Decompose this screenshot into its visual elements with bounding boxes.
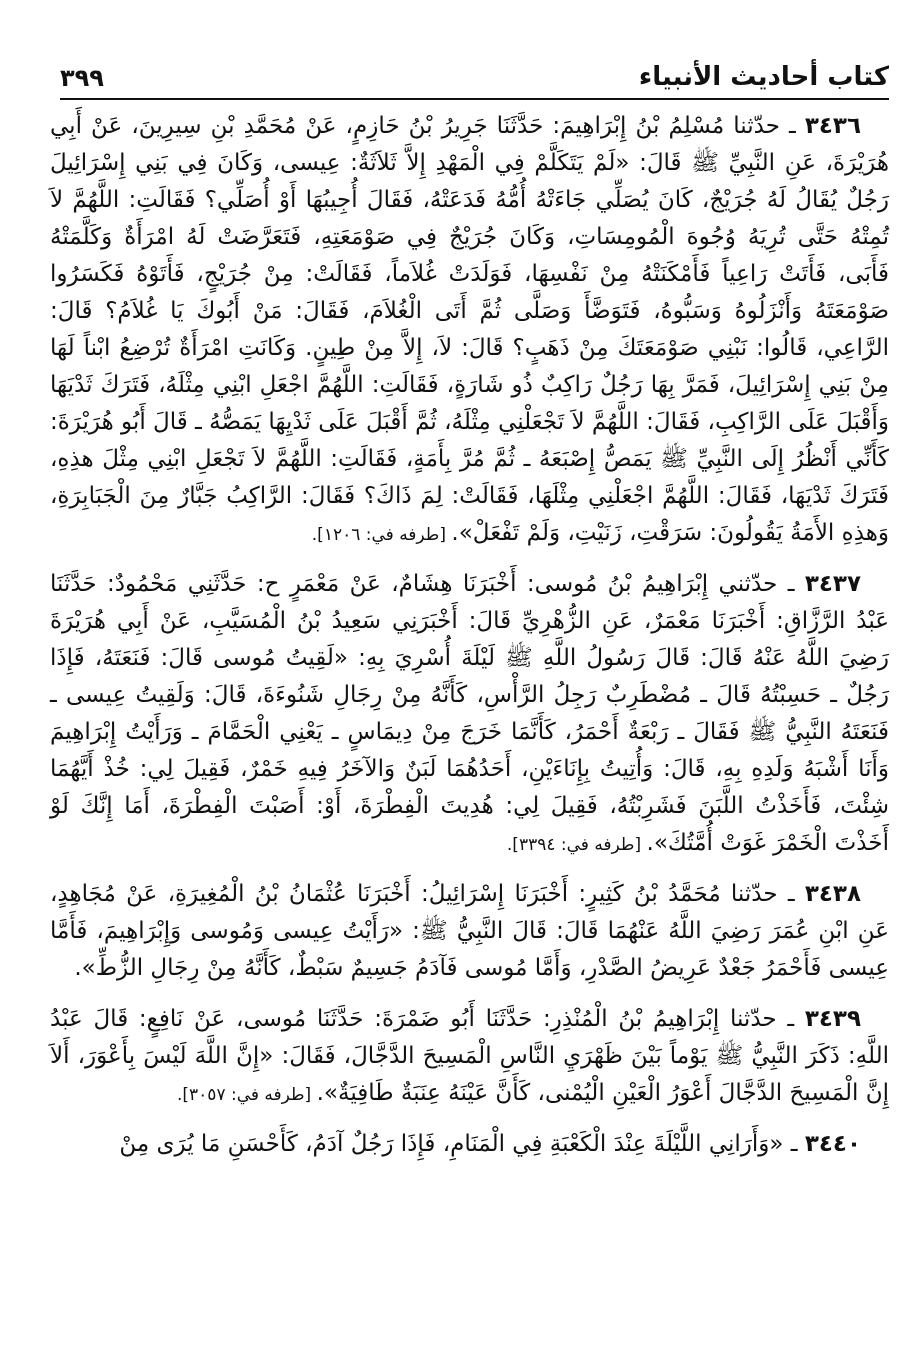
hadith-3436 [50, 108, 889, 554]
hadith-number: ٣٤٣٨ [804, 881, 861, 907]
cross-reference: [طرفه في: ٣٣٩٤]. [506, 835, 647, 855]
hadith-text: حدّثنا إِبْرَاهِيمُ بْنُ الْمُنْذِرِ: حَدَّثَنَا أَبُو ضَمْرَةَ: حَدَّثَنَا مُوسى، عَنْ نَافِعٍ: قَالَ عَبْدُ اللَّهِ: ذَكَرَ النَّبِيُّ ﷺ يَوْماً بَيْنَ ظَهْرَيِ النَّاسِ الْمَسِيحَ الدَّجَّالَ، فَقَالَ: «إِنَّ اللَّهَ لَيْسَ بِأَعْوَرَ، أَلاَ إِنَّ الْمَسِيحَ الدَّجَّالَ أَعْوَرُ الْعَيْنِ الْيُمْنى، كَأَنَّ عَيْنَهُ عِنَبَةٌ طَافِيَةٌ». [50, 1006, 889, 1106]
separator [50, 554, 889, 566]
separator [50, 1114, 889, 1126]
hadith-text: حدّثنا مُسْلِمُ بْنُ إِبْرَاهِيمَ: حَدَّثَنَا جَرِيرُ بْنُ حَازِمٍ، عَنْ مُحَمَّدِ بْنِ سِيرِينَ، عَنْ أَبِي هُرَيْرَةَ، عَنِ النَّبِيِّ ﷺ قَالَ: «لَمْ يَتَكَلَّمْ فِي الْمَهْدِ إِلاَّ ثَلاَثَةٌ: عِيسى، وَكَانَ فِي بَنِي إِسْرَائِيلَ رَجُلٌ يُقَالُ لَهُ جُرَيْجٌ، كَانَ يُصَلِّي جَاءَتْهُ أُمُّهُ فَدَعَتْهُ، فَقَالَ أُجِيبُهَا أَوْ أُصَلِّي؟ فَقَالَتِ: اللَّهُمَّ لاَ تُمِتْهُ حَتَّى تُرِيَهُ وُجُوهَ الْمُومِسَاتِ، وَكَانَ جُرَيْجٌ فِي صَوْمَعَتِهِ، فَتَعَرَّضَتْ لَهُ امْرَأَةٌ وَكَلَّمَتْهُ فَأَبَى، فَأَتَتْ رَاعِياً فَأَمْكَنَتْهُ مِنْ نَفْسِهَا، فَوَلَدَتْ غُلاَماً، فَقَالَتْ: مِنْ جُرَيْجٍ، فَأَتَوْهُ فَكَسَرُوا صَوْمَعَتَهُ وَأَنْزَلُوهُ وَسَبُّوهُ، فَتَوَضَّأَ وَصَلَّى ثُمَّ أَتَى الْغُلاَمَ، فَقَالَ: مَنْ أَبُوكَ يَا غُلاَمُ؟ قَالَ: الرَّاعِي، قَالُوا: نَبْنِي صَوْمَعَتَكَ مِنْ ذَهَبٍ؟ قَالَ: لاَ، إِلاَّ مِنْ طِينٍ. وَكَانَتِ امْرَأَةٌ تُرْضِعُ ابْناً لَهَا مِنْ بَنِي إِسْرَائِيلَ، فَمَرَّ بِهَا رَجُلٌ رَاكِبٌ ذُو شَارَةٍ، فَقَالَتِ: اللَّهُمَّ اجْعَلِ ابْنِي مِثْلَهُ، فَتَرَكَ ثَدْيَهَا وَأَقْبَلَ عَلَى الرَّاكِبِ، فَقَالَ: اللَّهُمَّ لاَ تَجْعَلْنِي مِثْلَهُ، ثُمَّ أَقْبَلَ عَلَى ثَدْيِهَا يَمَصُّهُ ـ قَالَ أَبُو هُرَيْرَةَ: كَأَنِّي أَنْظُرُ إِلَى النَّبِيِّ ﷺ يَمَصُّ إِصْبَعَهُ ـ ثُمَّ مُرَّ بِأَمَةٍ، فَقَالَتِ: اللَّهُمَّ لاَ تَجْعَلِ ابْنِي مِثْلَ هذِهِ، فَتَرَكَ ثَدْيَهَا، فَقَالَ: اللَّهُمَّ اجْعَلْنِي مِثْلَهَا، فَقَالَتْ: لِمَ ذَاكَ؟ فَقَالَ: الرَّاكِبُ جَبَّارٌ مِنَ الْجَبَابِرَةِ، وَهذِهِ الأَمَةُ يَقُولُونَ: سَرَقْتِ، زَنَيْتِ، وَلَمْ تَفْعَلْ». [50, 113, 889, 546]
hadith-dash: ـ [776, 1006, 805, 1032]
hadith-number: ٣٤٤٠ [804, 1131, 861, 1157]
hadith-3439 [50, 1001, 889, 1114]
hadith-dash: ـ [777, 571, 805, 597]
hadith-dash: ـ [779, 113, 805, 139]
hadith-text: حدّثني إِبْرَاهِيمُ بْنُ مُوسى: أَخْبَرَنَا هِشَامٌ، عَنْ مَعْمَرٍ ح: حَدَّثَنِي مَحْمُودٌ: حَدَّثَنَا عَبْدُ الرَّزَّاقِ: أَخْبَرَنَا مَعْمَرٌ، عَنِ الزُّهْرِيِّ قَالَ: أَخْبَرَنِي سَعِيدُ بْنُ الْمُسَيَّبِ، عَنْ أَبِي هُرَيْرَةَ رَضِيَ اللَّهُ عَنْهُ قَالَ: قَالَ رَسُولُ اللَّهِ ﷺ لَيْلَةَ أُسْرِيَ بِهِ: «لَقِيتُ مُوسى قَالَ: فَنَعَتَهُ، فَإِذَا رَجُلٌ ـ حَسِبْتُهُ قَالَ ـ مُضْطَرِبٌ رَجِلُ الرَّأْسِ، كَأَنَّهُ مِنْ رِجَالِ شَنُوءَةَ، قَالَ: وَلَقِيتُ عِيسى ـ فَنَعَتَهُ النَّبِيُّ ﷺ فَقَالَ ـ رَبْعَةٌ أَحْمَرُ، كَأَنَّمَا خَرَجَ مِنْ دِيمَاسٍ ـ يَعْنِي الْحَمَّامَ ـ وَرَأَيْتُ إِبْرَاهِيمَ وَأَنَا أَشْبَهُ وَلَدِهِ بِهِ، قَالَ: وَأُتِيتُ بِإِنَاءَيْنِ، أَحَدُهُمَا لَبَنٌ وَالآخَرُ فِيهِ خَمْرٌ، فَقِيلَ لِي: خُذْ أَيَّهُمَا شِئْتَ، فَأَخَذْتُ اللَّبَنَ فَشَرِبْتُهُ، فَقِيلَ لِي: هُدِيتَ الْفِطْرَةَ، أَوْ: أَصَبْتَ الْفِطْرَةَ، أَمَا إِنَّكَ لَوْ أَخَذْتَ الْخَمْرَ غَوَتْ أُمَّتُكَ». [50, 571, 889, 856]
page-body [50, 108, 889, 1165]
hadith-3438 [50, 876, 889, 989]
hadith-3437 [50, 566, 889, 864]
hadith-text: حدّثنا مُحَمَّدُ بْنُ كَثِيرٍ: أَخْبَرَنَا إِسْرَائِيلُ: أَخْبَرَنَا عُثْمَانُ بْنُ الْمُغِيرَةِ، عَنْ مُجَاهِدٍ، عَنِ ابْنِ عُمَرَ رَضِيَ اللَّهُ عَنْهُمَا قَالَ: قَالَ النَّبِيُّ ﷺ: «رَأَيْتُ عِيسى وَمُوسى وَإِبْرَاهِيمَ، فَأَمَّا عِيسى فَأَحْمَرُ جَعْدٌ عَرِيضُ الصَّدْرِ، وَأَمَّا مُوسى فَآدَمُ جَسِيمٌ سَبْطٌ، كَأَنَّهُ مِنْ رِجَالِ الزُّطِّ». [50, 881, 889, 981]
header-rule [60, 98, 889, 100]
hadith-text: «وَأَرَانِي اللَّيْلَةَ عِنْدَ الْكَعْبَةِ فِي الْمَنَامِ، فَإِذَا رَجُلٌ آدَمُ، كَأَحْسَنِ مَا يُرَى مِنْ [119, 1131, 784, 1157]
page-header [60, 52, 889, 92]
hadith-dash: ـ [783, 1131, 805, 1157]
hadith-dash: ـ [777, 881, 805, 907]
hadith-number: ٣٤٣٩ [804, 1006, 861, 1032]
book-title: كتاب أحاديث الأنبياء [638, 62, 889, 92]
hadith-3440 [50, 1126, 889, 1165]
separator [50, 864, 889, 876]
cross-reference: [طرفه في: ٣٠٥٧]. [177, 1085, 317, 1105]
hadith-number: ٣٤٣٦ [804, 113, 861, 139]
hadith-number: ٣٤٣٧ [804, 571, 861, 597]
page-number: ٣٩٩ [60, 64, 104, 92]
cross-reference: [طرفه في: ١٢٠٦]. [311, 525, 452, 545]
separator [50, 989, 889, 1001]
